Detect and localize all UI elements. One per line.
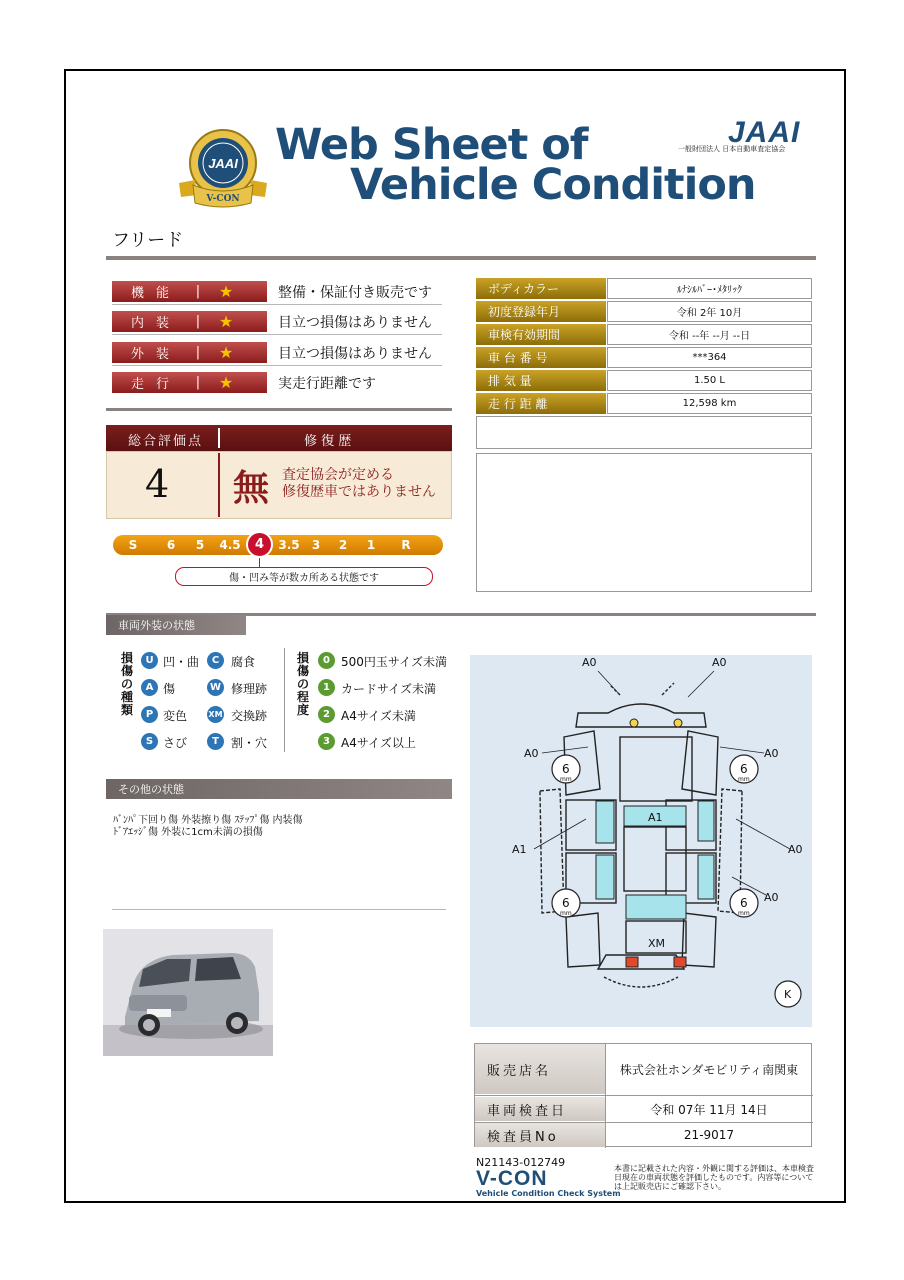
rating-description: 目立つ損傷はありません [278,315,432,331]
legend-text: 修理跡 [231,682,268,696]
label-top-right: A0 [712,656,727,669]
rating-description: 整備・保証付き販売です [278,285,432,301]
info-value: 令和 --年 --月 --日 [607,324,812,345]
damage-degree-label: 損傷の程度 [296,651,309,717]
info-remarks-box [476,453,812,592]
emblem-ribbon-text: V-CON [206,194,240,204]
grade-item: 2 [338,538,348,552]
other-line: ﾄﾞｱｴｯｼﾞ傷 外装に1cm未満の損傷 [113,827,263,838]
jaai-subtitle: 一般財団法人 日本自動車査定協会 [678,145,786,153]
legend-text: 傷 [163,682,176,696]
damage-diagram [470,655,812,1027]
grade-selected: 4 [246,531,273,558]
label-rear-right: A0 [764,891,779,904]
vehicle-name: フリード [112,230,184,251]
legend-text: さび [163,736,188,750]
damage-type-label: 損傷の種類 [120,651,133,717]
tire-value: 6 [562,762,570,776]
dealer-label: 販売店名 [475,1044,605,1094]
legend-text: 交換跡 [231,709,268,723]
rating-label: 機能 [130,286,181,301]
rating-row-mileage [112,372,267,393]
legend-code-u: U [141,652,158,669]
repair-line: 査定協会が定める [282,467,394,483]
table-rule [475,1095,813,1096]
rating-separator [112,334,442,335]
legend-text: カードサイズ未満 [341,682,437,696]
vcon-emblem [175,125,275,210]
label-side-left: A1 [512,843,527,856]
rating-row-exterior [112,342,267,363]
vehicle-photo-image [103,929,273,1056]
score-header-divider [218,428,220,448]
grade-item: 5 [195,538,205,552]
tire-value: 6 [562,896,570,910]
info-value: ﾙﾅｼﾙﾊﾞｰ･ﾒﾀﾘｯｸ [607,278,812,299]
info-blank-box [476,416,812,449]
grade-item: R [401,538,411,552]
vehicle-photo [103,929,273,1056]
legend-code-c: C [207,652,224,669]
star-icon: ★ [218,282,234,301]
legend-text: 500円玉サイズ未満 [341,655,447,669]
inspector-label: 検査員No [475,1123,605,1147]
sheet-title-line2: Vehicle Condition [350,160,756,210]
rating-label: 内装 [130,316,181,331]
tire-unit: mm [738,776,750,783]
inspection-date-value: 令和 07年 11月 14日 [650,1102,768,1117]
rating-bottom-divider [106,408,452,411]
label-rear: XM [648,937,666,950]
emblem-text: JAAI [208,156,238,171]
repair-line: 修復歴車ではありません [282,484,436,500]
info-label: 排 気 量 [476,370,606,391]
legend-code-xm: XM [207,706,224,723]
dealer-value: 株式会社ホンダモビリティ南関東 [619,1062,799,1077]
other-section-header: その他の状態 [106,779,452,799]
car-diagram-svg [470,655,812,1027]
legend-text: A4サイズ以上 [341,736,416,750]
legend-text: A4サイズ未満 [341,709,416,723]
label-top-left: A0 [582,656,597,669]
legend-divider [284,648,285,752]
header-divider [106,256,816,260]
legend-code-s: S [141,733,158,750]
legend-code-p: P [141,706,158,723]
info-label: 車 台 番 号 [476,347,606,368]
label-roof: A1 [648,811,663,824]
table-column-rule [605,1044,606,1148]
rating-label: 外装 [130,347,181,362]
legend-text: 凹・曲 [163,655,200,669]
legend-degree-0: 0 [318,652,335,669]
label-front-left: A0 [524,747,539,760]
tire-value: 6 [740,762,748,776]
score-header-label: 総合評価点 [128,434,204,449]
repair-history-text [282,467,436,501]
inspection-date-label: 車両検査日 [475,1097,605,1121]
corner-mark: K [784,988,792,1001]
jaai-logo: JAAI [728,116,801,149]
info-value: 1.50 L [607,370,812,391]
tire-unit: mm [560,776,572,783]
vcon-subtitle: Vehicle Condition Check System [476,1189,621,1198]
rating-divider: | [195,314,201,329]
legend-code-t: T [207,733,224,750]
legend-code-a: A [141,679,158,696]
grade-item: 1 [366,538,376,552]
other-condition-text [113,815,303,839]
rating-description: 実走行距離です [278,376,376,392]
grade-item: 4.5 [219,538,241,552]
label-side-right: A0 [788,843,803,856]
star-icon: ★ [218,373,234,392]
info-label: ボディカラー [476,278,606,299]
exterior-section-header: 車両外装の状態 [106,615,246,635]
rating-divider: | [195,375,201,390]
star-icon: ★ [218,312,234,331]
rating-separator [112,304,442,305]
grade-item: S [128,538,138,552]
inspector-value: 21-9017 [683,1128,735,1142]
rating-label: 走行 [130,377,181,392]
tire-unit: mm [560,910,572,917]
grade-item: 3.5 [278,538,300,552]
rating-divider: | [195,284,201,299]
label-front-right: A0 [764,747,779,760]
overall-score: 4 [145,462,170,506]
grade-item: 3 [311,538,321,552]
repair-history-mark: 無 [233,467,270,509]
repair-header-label: 修 復 歴 [304,434,352,449]
grade-item: 6 [166,538,176,552]
info-value: ***364 [607,347,812,368]
info-label: 初度登録年月 [476,301,606,322]
rating-separator [112,365,442,366]
legend-code-w: W [207,679,224,696]
other-line: ﾊﾞﾝﾊﾟ下回り傷 外装擦り傷 ｽﾃｯﾌﾟ傷 内装傷 [113,815,303,826]
tire-value: 6 [740,896,748,910]
rating-row-interior [112,311,267,332]
info-label: 走 行 距 離 [476,393,606,414]
tire-unit: mm [738,910,750,917]
rating-divider: | [195,345,201,360]
rating-row-function [112,281,267,302]
other-bottom-line [112,909,446,910]
star-icon: ★ [218,343,234,362]
sheet-title-line1: Web Sheet of [275,120,588,170]
legend-degree-3: 3 [318,733,335,750]
legend-text: 変色 [163,709,188,723]
sheet-code: N21143-012749 [476,1156,566,1169]
info-label: 車検有効期間 [476,324,606,345]
score-header [106,425,452,451]
legend-text: 割・穴 [231,736,268,750]
disclaimer-note: 本書に記載された内容・外観に関する評価は、本車検査日現在の車両状態を評価したものです。内容等については上記販売店にご確認下さい。 [614,1164,814,1191]
score-divider [218,453,220,517]
info-value: 12,598 km [607,393,812,414]
legend-degree-1: 1 [318,679,335,696]
grade-description: 傷・凹み等が数カ所ある状態です [175,567,433,586]
rating-description: 目立つ損傷はありません [278,346,432,362]
legend-text: 腐食 [231,655,256,669]
legend-degree-2: 2 [318,706,335,723]
info-value: 令和 2年 10月 [607,301,812,322]
dealer-table [474,1043,812,1147]
vcon-logo: V-CON [476,1167,548,1190]
